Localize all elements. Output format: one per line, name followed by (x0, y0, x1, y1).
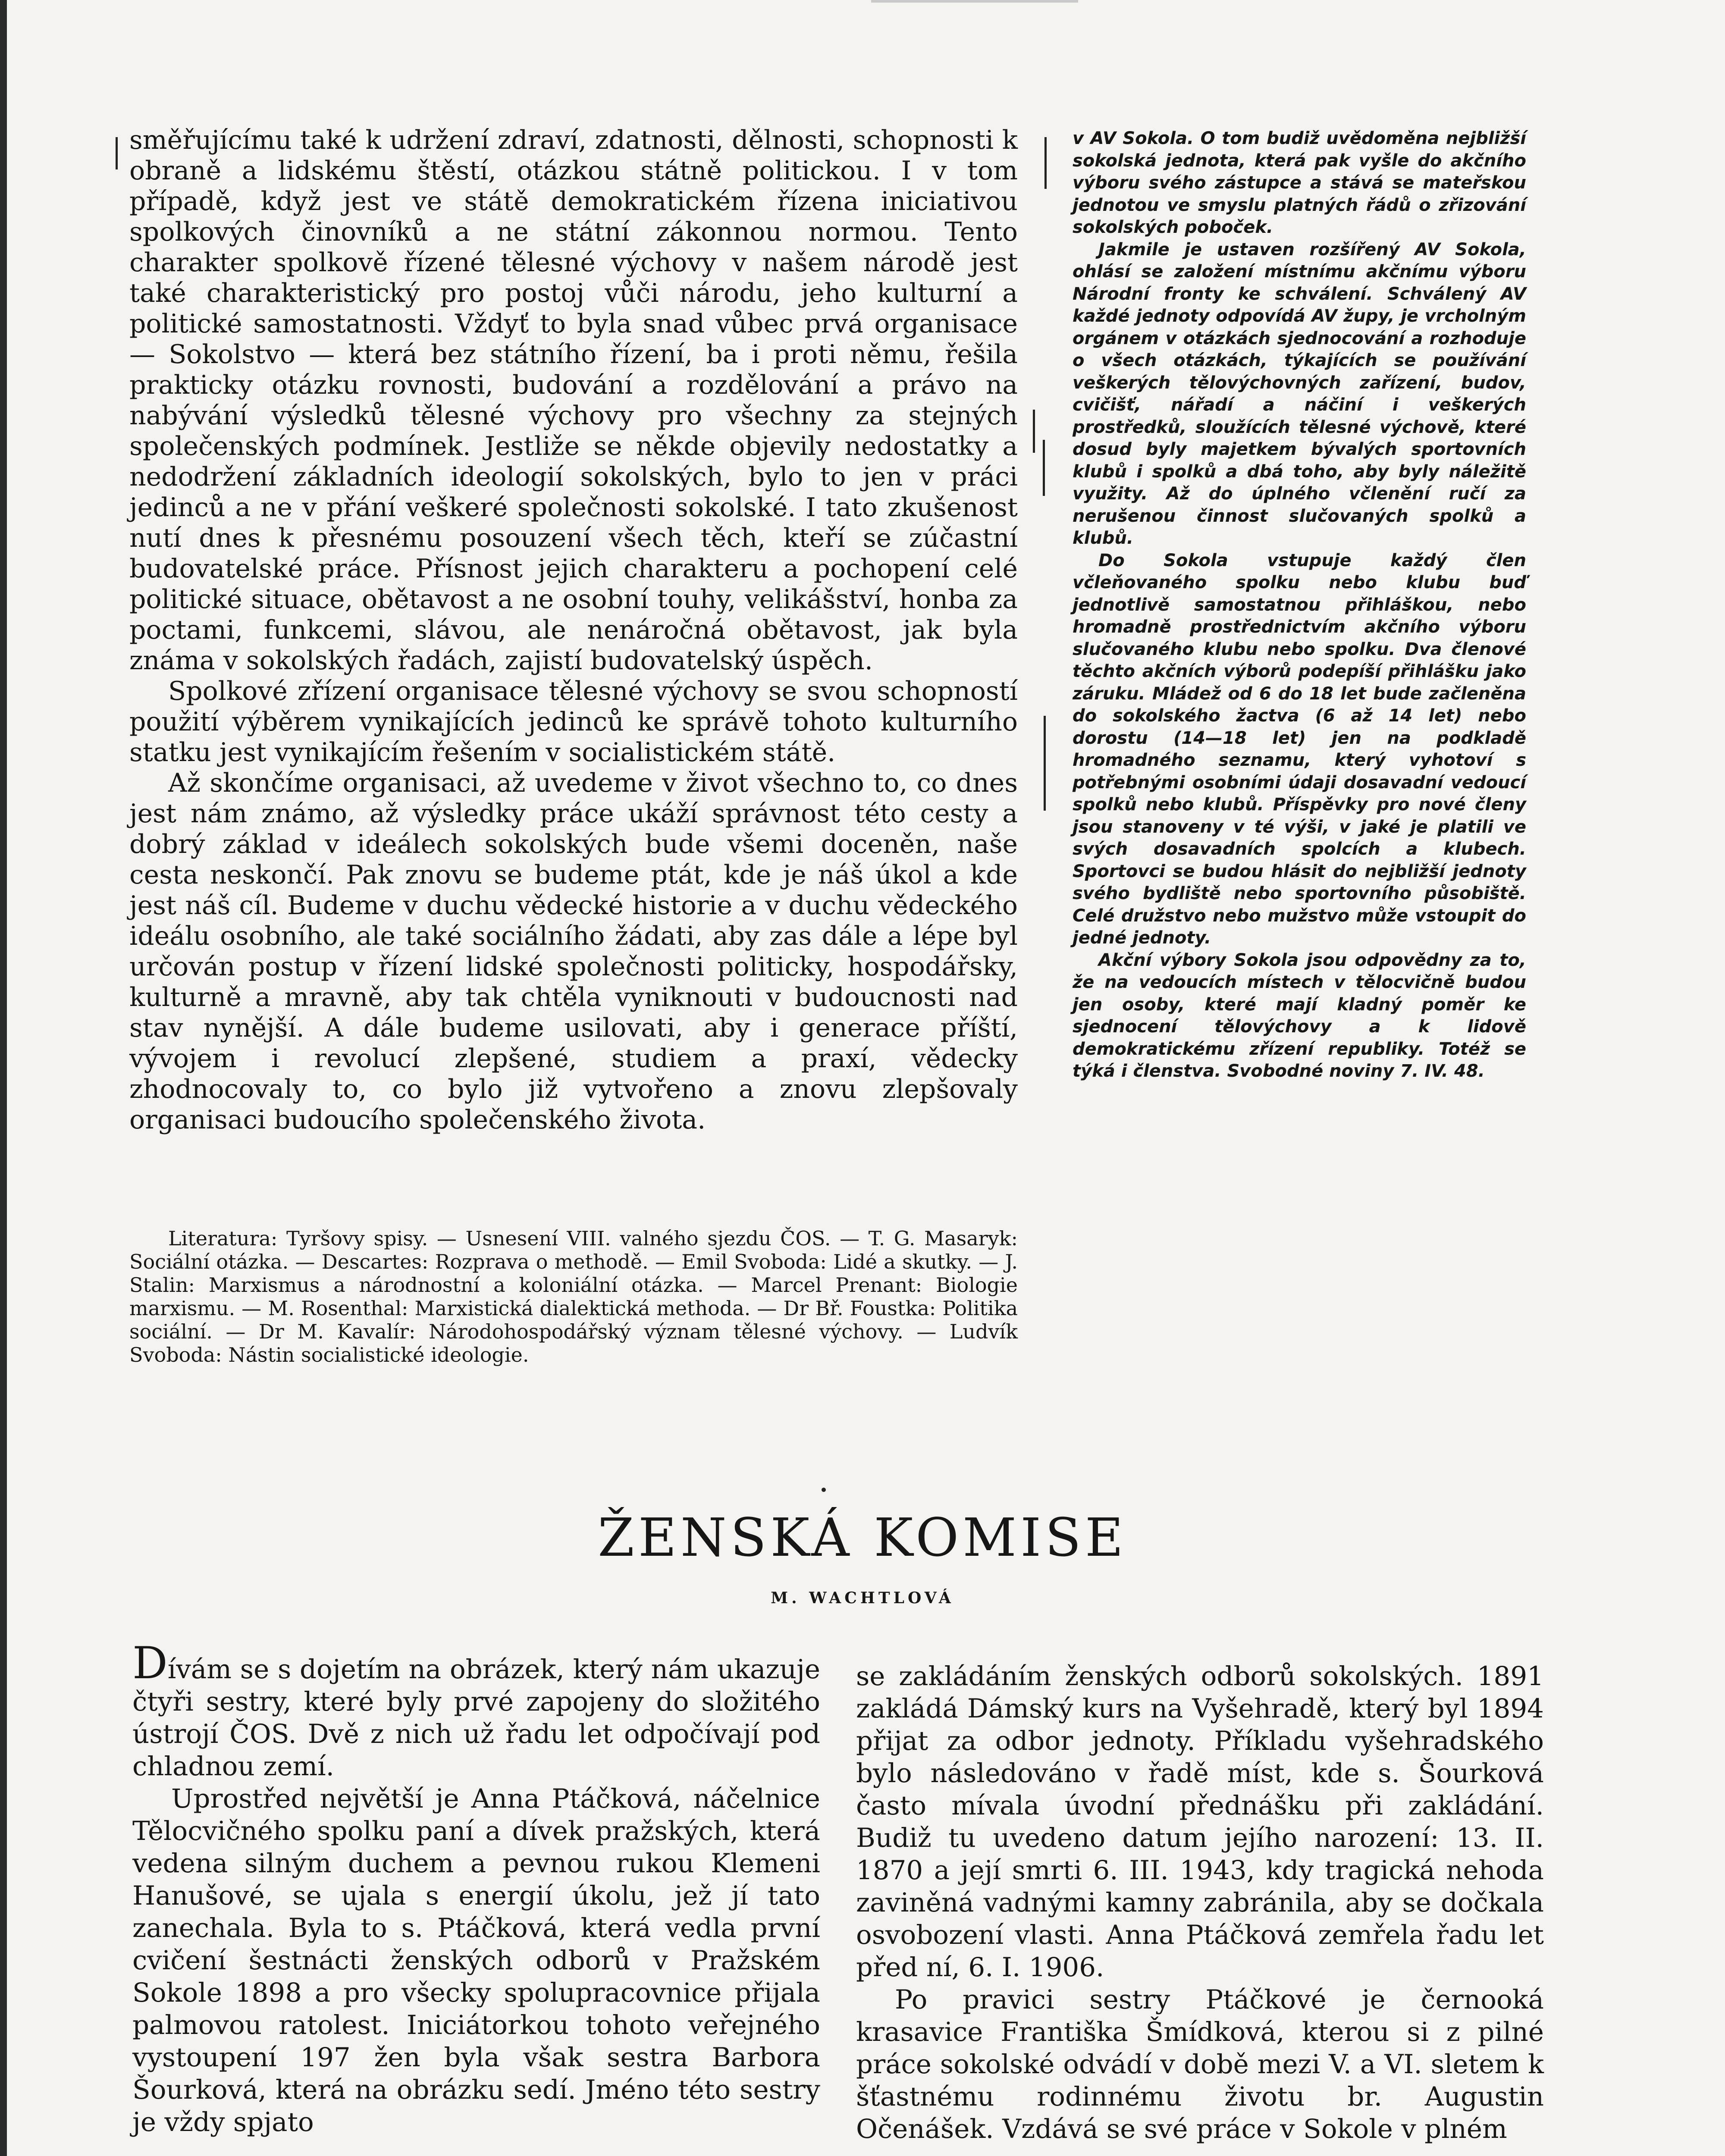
article-right-column (856, 1660, 1544, 2145)
paragraph: Uprostřed největší je Anna Ptáčková, náčelnice Tělocvičného spolku paní a dívek pražských, která vedena silným duchem a pevnou rukou Klemeni Hanušové, se ujala s energií úkolu, jež jí tato zanechala. Byla to s. Ptáčková, která vedla první cvičení šestnácti ženských odborů v Pražském Sokole 1898 a pro všecky spolupracovnice přijala palmovou ratolest. Iniciátorkou tohoto veřejného vystoupení 197 žen byla však sestra Barbora Šourková, která na obrázku sedí. Jméno této sestry je vždy spjato (132, 1783, 820, 2137)
scan-binding-edge (0, 0, 7, 2156)
top-left-column (129, 125, 1018, 1135)
literature-references: Literatura: Tyršovy spisy. — Usnesení VIII. valného sjezdu ČOS. — T. G. Masaryk: Sociální otázka. — Descartes: Rozprava o methodě. — Emil Svoboda: Lidé a skutky. — J. Stalin: Marxismus a národnostní a koloniální otázka. — Marcel Prenant: Biologie marxismu. — M. Rosenthal: Marxistická dialektická methoda. — Dr Bř. Foustka: Politika sociální. — Dr M. Kavalír: Národohospodářský význam tělesné výchovy. — Ludvík Svoboda: Nástin socialistické ideologie. (129, 1227, 1018, 1366)
paragraph: Až skončíme organisaci, až uvedeme v život všechno to, co dnes jest nám známo, až výsledky práce ukáží správnost této cesty a dobrý základ v ideálech sokolských bude všemi doceněn, naše cesta neskončí. Pak znovu se budeme ptát, kde je náš úkol a kde jest náš cíl. Budeme v duchu vědecké historie a v duchu vědeckého ideálu osobního, ale také sociálního žádati, aby zas dále a lépe byl určován postup v řízení lidské společnosti politicky, hospodářsky, kulturně a mravně, aby tak chtěla vyniknouti v budoucnosti nad stav nynější. A dále budeme usilovati, aby i generace příští, vývojem i revolucí zlepšené, studiem a praxí, vědecky zhodnocovaly to, co bylo již vytvořeno a znovu zlepšovaly organisaci budoucího společenského života. (129, 768, 1018, 1135)
top-right-column (1073, 128, 1526, 1083)
paragraph (132, 1638, 820, 1783)
article-left-column (132, 1638, 820, 2138)
article-byline: M. WACHTLOVÁ (771, 1589, 954, 1607)
scan-artifact (871, 0, 1078, 3)
margin-mark (116, 137, 118, 169)
separator-dot (822, 1488, 826, 1492)
paragraph: Po pravici sestry Ptáčkové je černooká krasavice Františka Šmídková, kterou si z pilné práce sokolské odvádí v době mezi V. a VI. sletem k šťastnému rodinnému životu br. Augustin Očenášek. Vzdává se své práce v Sokole v plném (856, 1984, 1544, 2144)
paragraph: Jakmile je ustaven rozšířený AV Sokola, ohlásí se založení místnímu akčnímu výboru Národní fronty ke schválení. Schválený AV každé jednoty odpovídá AV župy, je vrcholným orgánem v otázkách sjednocování a rozhoduje o všech otázkách, týkajících se používání veškerých tělovýchovných zařízení, budov, cvičišť, nářadí a náčiní i veškerých prostředků, sloužících tělesné výchově, které dosud byly majetkem bývalých sportovních klubů i spolků a dbá toho, aby byly náležitě využity. Až do úplného včlenění ručí za nerušenou činnost slučovaných spolků a klubů. (1073, 239, 1526, 548)
article-title: ŽENSKÁ KOMISE (598, 1507, 1127, 1568)
margin-mark (1043, 440, 1045, 496)
drop-cap: D (132, 1638, 168, 1689)
margin-mark (1044, 137, 1047, 189)
margin-mark (1033, 410, 1035, 453)
paragraph: směřujícímu také k udržení zdraví, zdatnosti, dělnosti, schopnosti k obraně a lidskému štěstí, otázkou státně politickou. I v tom případě, když jest ve státě demokratickém řízena iniciativou spolkových činovníků a ne státní zákonnou normou. Tento charakter spolkově řízené tělesné výchovy v našem národě jest také charakteristický pro postoj vůči národu, jeho kulturní a politické samostatnosti. Vždyť to byla snad vůbec prvá organisace — Sokolstvo — která bez státního řízení, ba i proti němu, řešila prakticky otázku rovnosti, budování a rozdělování a právo na nabývání výsledků tělesné výchovy pro všechny za stejných společenských podmínek. Jestliže se někde objevily nedostatky a nedodržení základních ideologií sokolských, bylo to jen v práci jedinců a ne v přání veškeré společnosti sokolské. I tato zkušenost nutí dnes k přesnému posouzení všech těch, kteří se zúčastní budovatelské práce. Přísnost jejich charakteru a pochopení celé politické situace, obětavost a ne osobní touhy, velikášství, honba za poctami, funkcemi, slávou, ale nenáročná obětavost, jak byla známa v sokolských řadách, zajistí budovatelský úspěch. (129, 125, 1018, 676)
paragraph: se zakládáním ženských odborů sokolských. 1891 zakládá Dámský kurs na Vyšehradě, který byl 1894 přijat za odbor jednoty. Příkladu vyšehradského bylo následováno v řadě míst, kde s. Šourková často mívala úvodní přednášku při zakládání. Budiž tu uvedeno datum jejího narození: 13. II. 1870 a její smrti 6. III. 1943, kdy tragická nehoda zaviněná vadnými kamny zabránila, aby se dočkala osvobození vlasti. Anna Ptáčková zemřela řadu let před ní, 6. I. 1906. (856, 1661, 1544, 1983)
paragraph: v AV Sokola. O tom budiž uvědoměna nejbližší sokolská jednota, která pak vyšle do akčního výboru svého zástupce a stává se mateřskou jednotou ve smyslu platných řádů o zřizování sokolských poboček. (1073, 128, 1526, 237)
margin-mark (1044, 716, 1046, 811)
paragraph: Spolkové zřízení organisace tělesné výchovy se svou schopností použití výběrem vynikajících jedinců ke správě tohoto kulturního statku jest vynikajícím řešením v socialistickém státě. (129, 676, 1018, 768)
paragraph-text: ívám se s dojetím na obrázek, který nám ukazuje čtyři sestry, které byly prvé zapojeny do složitého ústrojí ČOS. Dvě z nich už řadu let odpočívají pod chladnou zemí. (132, 1654, 820, 1782)
paragraph: Do Sokola vstupuje každý člen včleňovaného spolku nebo klubu buď jednotlivě samostatnou přihláškou, nebo hromadně prostřednictvím akčního výboru slučovaného klubu nebo spolku. Dva členové těchto akčních výborů podepíší přihlášku jako záruku. Mládež od 6 do 18 let bude začleněna do sokolského žactva (6 až 14 let) nebo dorostu (14—18 let) jen na podkladě hromadného seznamu, který vyhotoví s potřebnými osobními údaji dosavadní vedoucí spolků nebo klubů. Příspěvky pro nové členy jsou stanoveny v té výši, v jaké je platili ve svých dosavadních spolcích a klubech. Sportovci se budou hlásit do nejbližší jednoty svého bydliště nebo sportovního působiště. Celé družstvo nebo mužstvo může vstoupit do jedné jednoty. (1073, 550, 1526, 948)
paragraph: Akční výbory Sokola jsou odpovědny za to, že na vedoucích místech v tělocvičně budou jen osoby, které mají kladný poměr ke sjednocení tělovýchovy a k lidově demokratickému zřízení republiky. Totéž se týká i členstva. Svobodné noviny 7. IV. 48. (1073, 950, 1526, 1081)
